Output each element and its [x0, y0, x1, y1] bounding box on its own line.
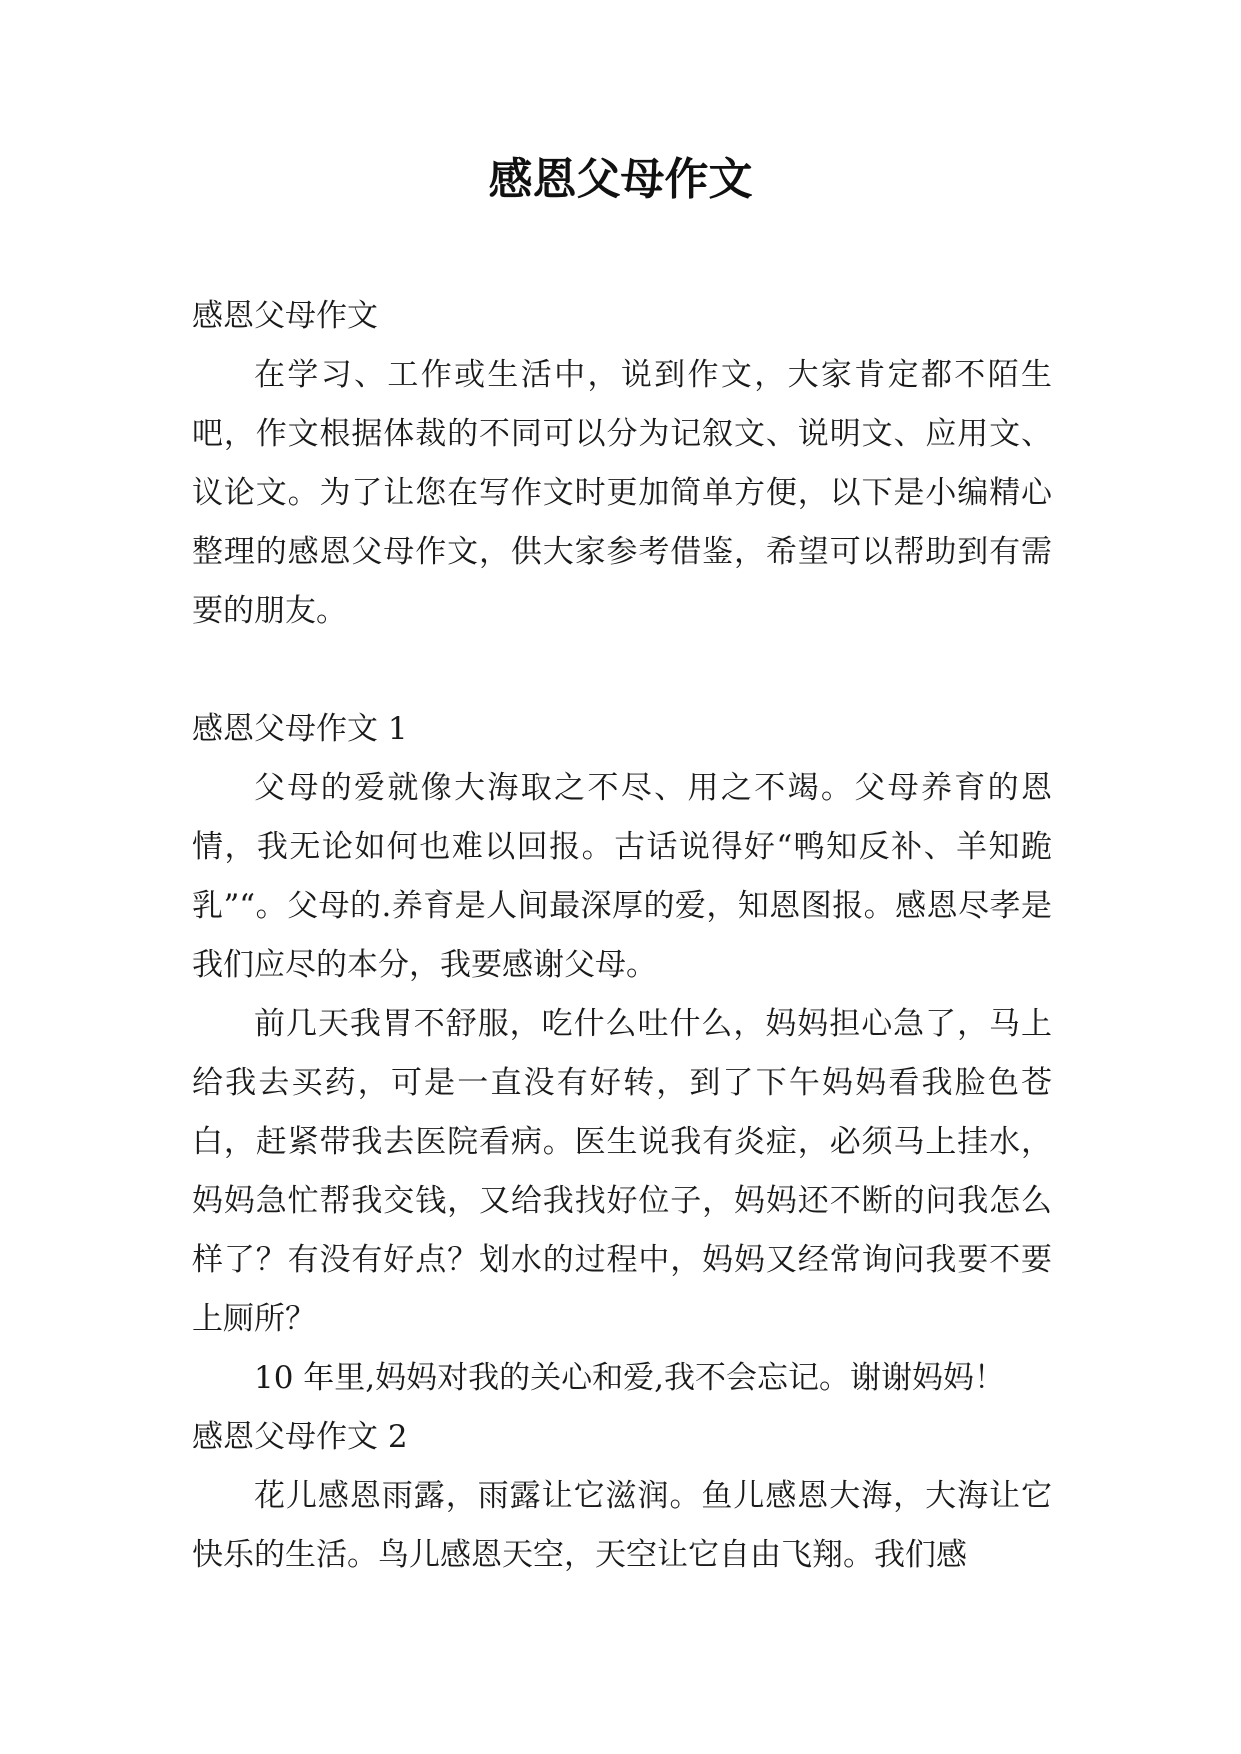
- document-title: 感恩父母作文: [488, 154, 753, 205]
- essay-1-heading: 感恩父母作文 1: [192, 711, 408, 747]
- essay-1-paragraph: 父母的爱就像大海取之不尽、用之不竭。父母养育的恩情，我无论如何也难以回报。古话说得好“鸭知反补、羊知跪乳”“。父母的.养育是人间最深厚的爱，知恩图报。感恩尽孝是我们应尽的本分，我要感谢父母。: [192, 770, 1052, 983]
- essay-1-paragraph: 前几天我胃不舒服，吃什么吐什么，妈妈担心急了，马上给我去买药，可是一直没有好转，到了下午妈妈看我脸色苍白，赶紧带我去医院看病。医生说我有炎症，必须马上挂水，妈妈急忙帮我交钱，又给我找好位子，妈妈还不断的问我怎么样了？有没有好点？划水的过程中，妈妈又经常询问我要不要上厕所？: [192, 1006, 1052, 1337]
- essay-2-paragraph: 花儿感恩雨露，雨露让它滋润。鱼儿感恩大海，大海让它快乐的生活。鸟儿感恩天空，天空让它自由飞翔。我们感: [192, 1478, 1052, 1573]
- document-body: [192, 287, 1052, 1585]
- essay-2-heading: 感恩父母作文 2: [192, 1419, 408, 1455]
- section-spacer: [192, 641, 1052, 700]
- essay-1-paragraph: 10 年里,妈妈对我的关心和爱,我不会忘记。谢谢妈妈！: [254, 1360, 1006, 1396]
- document-subtitle: 感恩父母作文: [192, 298, 378, 334]
- intro-paragraph: 在学习、工作或生活中，说到作文，大家肯定都不陌生吧，作文根据体裁的不同可以分为记叙文、说明文、应用文、议论文。为了让您在写作文时更加简单方便，以下是小编精心整理的感恩父母作文，供大家参考借鉴，希望可以帮助到有需要的朋友。: [192, 357, 1052, 629]
